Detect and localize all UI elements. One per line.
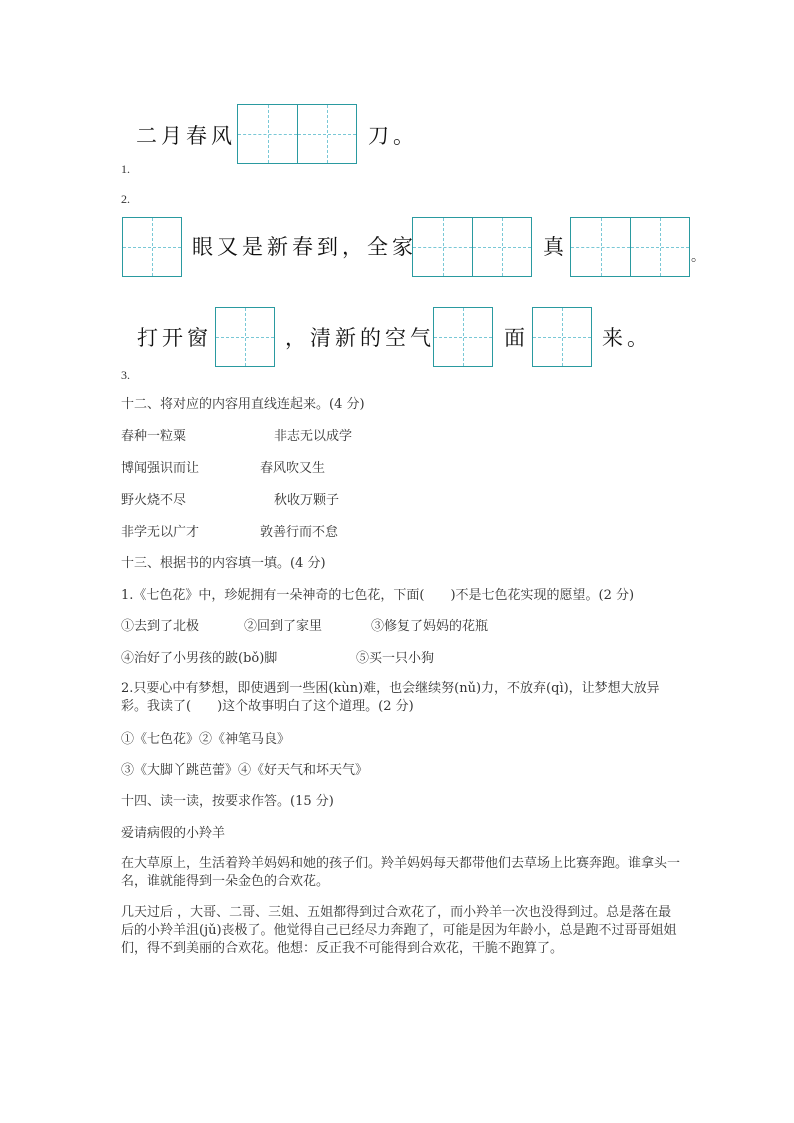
fill-in-line2-text-a: 眼又是新春到，全家: [192, 235, 417, 259]
writing-cell[interactable]: [434, 308, 492, 366]
writing-cell[interactable]: [472, 218, 531, 276]
match-right-item[interactable]: 秋收万颗子: [274, 493, 340, 508]
fill-in-line2-text-b: 真: [543, 235, 568, 259]
writing-cell[interactable]: [533, 308, 591, 366]
item-number: 2.: [121, 192, 130, 206]
writing-cell[interactable]: [297, 105, 356, 163]
writing-grid-1char[interactable]: [433, 307, 493, 367]
fill-in-line3-text-b: ，清新的空气: [285, 326, 435, 350]
fill-in-line3-text-d: 来。: [602, 326, 652, 350]
writing-grid-1char[interactable]: [215, 307, 275, 367]
question-2-text: 2.只要心中有梦想，即使遇到一些困(kùn)难，也会继续努(nǔ)力，不放弃(qì)，让梦想大放异彩。我读了( )这个故事明白了这个道理。(2 分): [121, 681, 660, 714]
writing-cell[interactable]: [216, 308, 274, 366]
match-left-item[interactable]: 春种一粒粟: [121, 429, 187, 444]
option[interactable]: ④治好了小男孩的跛(bǒ)脚: [121, 651, 278, 666]
question-1-text: 1.《七色花》中，珍妮拥有一朵神奇的七色花，下面( )不是七色花实现的愿望。(2 分): [121, 588, 635, 603]
match-right-item[interactable]: 敦善行而不怠: [260, 525, 339, 540]
section-14-title: 十四、读一读，按要求作答。(15 分): [121, 794, 334, 809]
writing-grid-2char[interactable]: [237, 104, 357, 164]
fill-in-line2-text-c: 。: [691, 249, 705, 265]
section-13-title: 十三、根据书的内容填一填。(4 分): [121, 556, 326, 571]
match-left-item[interactable]: 博闻强识而让: [121, 461, 200, 476]
match-right-item[interactable]: 春风吹又生: [260, 461, 326, 476]
match-left-item[interactable]: 非学无以广才: [121, 525, 200, 540]
option-row[interactable]: ①《七色花》②《神笔马良》: [121, 732, 291, 747]
section-12-title: 十二、将对应的内容用直线连起来。(4 分): [121, 397, 365, 412]
item-number: 3.: [121, 368, 130, 382]
writing-cell[interactable]: [571, 218, 630, 276]
writing-cell[interactable]: [238, 105, 297, 163]
option[interactable]: ③修复了妈妈的花瓶: [371, 619, 489, 634]
fill-in-line1-suffix: 刀。: [368, 124, 418, 148]
match-left-item[interactable]: 野火烧不尽: [121, 493, 187, 508]
writing-cell[interactable]: [123, 218, 181, 276]
writing-cell[interactable]: [413, 218, 472, 276]
story-title: 爱请病假的小羚羊: [121, 826, 226, 841]
fill-in-line3-text-c: 面: [504, 326, 529, 350]
fill-in-line1-prefix: 二月春风: [136, 124, 236, 148]
writing-grid-2char[interactable]: [570, 217, 690, 277]
fill-in-line3-text-a: 打开窗: [137, 326, 212, 350]
item-number: 1.: [121, 162, 130, 176]
option[interactable]: ⑤买一只小狗: [356, 651, 435, 666]
story-paragraph: 几天过后 ，大哥、二哥、三姐、五姐都得到过合欢花了，而小羚羊一次也没得到过。总是落在最后的小羚羊沮(jǔ)丧极了。他觉得自己已经尽力奔跑了，可能是因为年龄小，总是跑不过哥哥姐姐们，得不到美丽的合欢花。他想：反正我不可能得到合欢花，干脆不跑算了。: [121, 905, 677, 956]
writing-grid-1char[interactable]: [532, 307, 592, 367]
writing-grid-2char[interactable]: [412, 217, 532, 277]
writing-grid-1char[interactable]: [122, 217, 182, 277]
story-paragraph: 在大草原上，生活着羚羊妈妈和她的孩子们。羚羊妈妈每天都带他们去草场上比赛奔跑。谁拿头一名，谁就能得到一朵金色的合欢花。: [121, 856, 681, 889]
option[interactable]: ②回到了家里: [244, 619, 323, 634]
option-row[interactable]: ③《大脚丫跳芭蕾》④《好天气和坏天气》: [121, 763, 369, 778]
option[interactable]: ①去到了北极: [121, 619, 200, 634]
match-right-item[interactable]: 非志无以成学: [274, 429, 353, 444]
writing-cell[interactable]: [630, 218, 689, 276]
